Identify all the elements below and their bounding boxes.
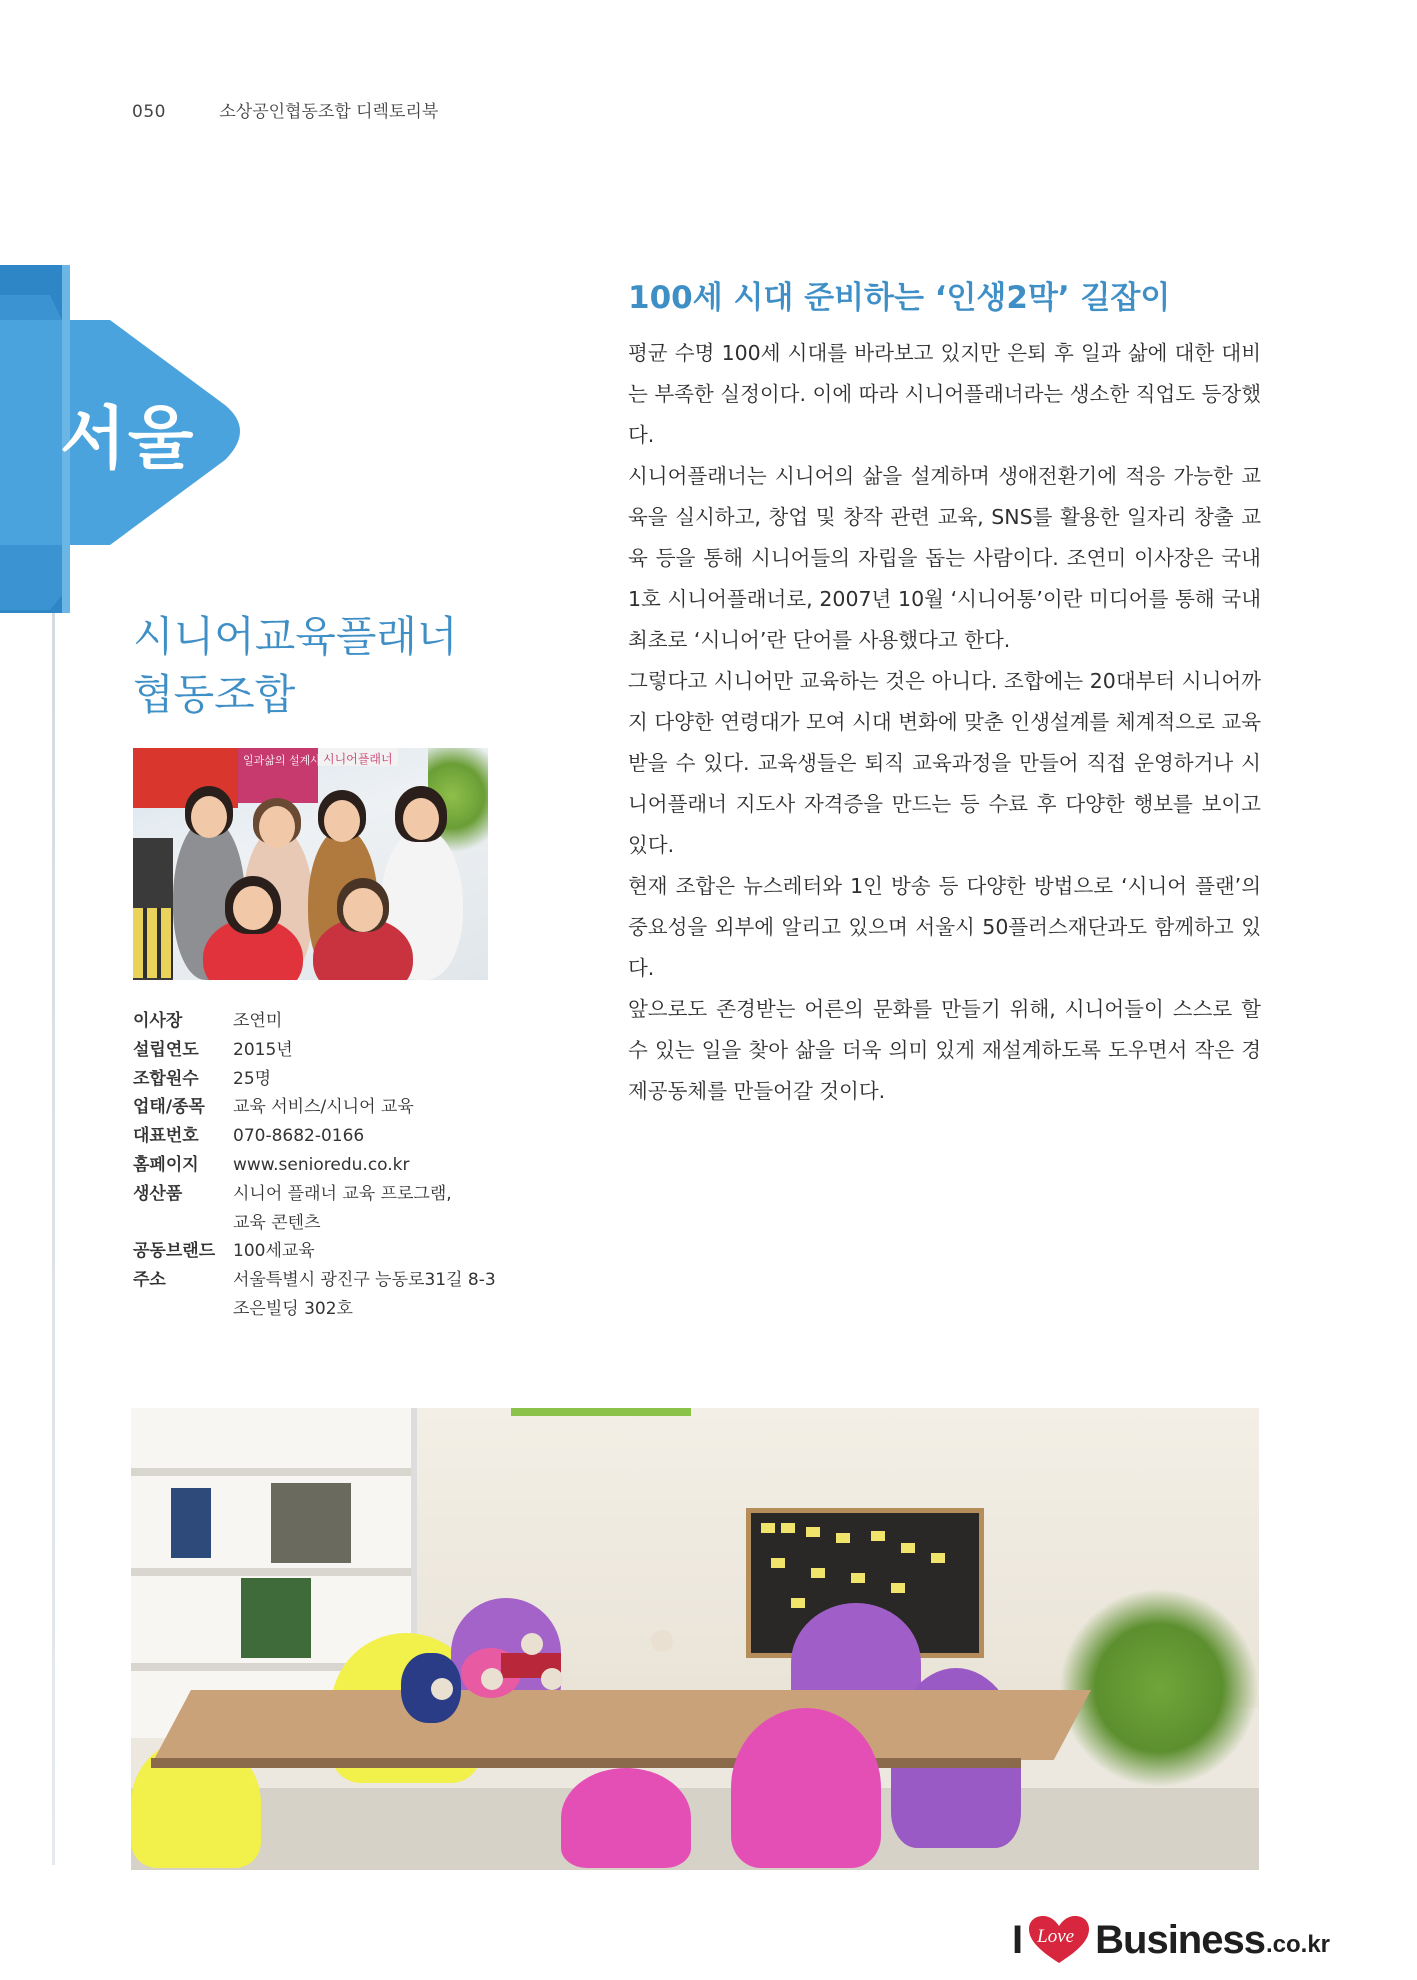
teacup <box>431 1678 453 1700</box>
office-table <box>154 1690 1091 1760</box>
board-note <box>891 1583 905 1593</box>
info-label: 생산품 <box>133 1183 183 1204</box>
board-note <box>836 1533 850 1543</box>
board-note <box>771 1558 785 1568</box>
info-row <box>133 1237 533 1266</box>
shelf-frame <box>171 1488 211 1558</box>
cooperative-info-list <box>133 1007 533 1324</box>
info-label: 설립연도 <box>133 1039 199 1060</box>
info-label: 공동브랜드 <box>133 1241 216 1262</box>
page-number: 050 <box>132 102 166 122</box>
logo-domain: .co.kr <box>1265 1931 1331 1958</box>
teacup <box>541 1668 563 1690</box>
pink-chair <box>731 1708 881 1868</box>
cooperative-name-line1: 시니어교육플래너 <box>133 612 458 661</box>
publication-title: 소상공인협동조합 디렉토리북 <box>219 102 439 122</box>
info-value: 070-8682-0166 <box>233 1126 365 1147</box>
logo-business: Business <box>1095 1917 1265 1962</box>
board-note <box>851 1573 865 1583</box>
info-row <box>133 1122 533 1151</box>
article-paragraph: 시니어플래너는 시니어의 삶을 설계하며 생애전환기에 적응 가능한 교육을 실시하고, 창업 및 창작 관련 교육, SNS를 활용한 일자리 창출 교육 등을 통해 시니어들의 자립을 돕는 사람이다. 조연미 이사장은 국내 1호 시니어플래너로, 2007년 10월 ‘시니어통’이란 미디어를 통해 국내 최초로 ‘시니어’란 단어를 사용했다고 한다. <box>628 464 1261 652</box>
board-note <box>931 1553 945 1563</box>
shelf-board <box>131 1568 411 1576</box>
info-row <box>133 1295 533 1324</box>
shelf-frame-2 <box>241 1578 311 1658</box>
info-label: 홈페이지 <box>133 1154 199 1175</box>
article-paragraph: 앞으로도 존경받는 어른의 문화를 만들기 위해, 시니어들이 스스로 할 수 있는 일을 찾아 삶을 더욱 의미 있게 재설계하도록 도우면서 작은 경제공동체를 만들어갈 것이다. <box>628 997 1261 1103</box>
info-value: 100세교육 <box>233 1241 315 1262</box>
person-1-face <box>191 796 227 838</box>
i-love-business-logo <box>1012 1915 1330 1965</box>
person-3-face <box>324 800 360 842</box>
office-top-strip <box>511 1408 691 1416</box>
article-paragraph: 현재 조합은 뉴스레터와 1인 방송 등 다양한 방법으로 ‘시니어 플랜’의 중요성을 외부에 알리고 있으며 서울시 50플러스재단과도 함께하고 있다. <box>628 874 1261 980</box>
photo-banner-text-1: 일과삶의 설계사 <box>243 754 321 767</box>
office-plant <box>1059 1588 1259 1788</box>
article-paragraph: 평균 수명 100세 시대를 바라보고 있지만 은퇴 후 일과 삶에 대한 대비는 부족한 실정이다. 이에 따라 시니어플래너라는 생소한 직업도 등장했다. <box>628 341 1261 447</box>
board-note <box>811 1568 825 1578</box>
office-table-edge <box>151 1758 1021 1768</box>
board-note <box>791 1598 805 1608</box>
info-row <box>133 1180 533 1209</box>
teacup <box>481 1668 503 1690</box>
info-value: 교육 서비스/시니어 교육 <box>233 1097 414 1118</box>
office-photo <box>131 1408 1259 1870</box>
info-label: 조합원수 <box>133 1068 199 1089</box>
info-label <box>133 1209 233 1238</box>
info-label: 대표번호 <box>133 1126 199 1147</box>
person-6-face <box>343 888 383 932</box>
cooperative-name-line2: 협동조합 <box>133 670 296 719</box>
info-label: 업태/종목 <box>133 1097 205 1118</box>
info-value: 조연미 <box>233 1011 283 1031</box>
cooperative-name <box>133 608 513 724</box>
board-note <box>761 1523 775 1533</box>
page-header <box>132 97 438 122</box>
info-label: 이사장 <box>133 1011 183 1031</box>
person-5-face <box>233 886 273 930</box>
info-label <box>133 1295 233 1324</box>
info-row <box>133 1007 533 1036</box>
logo-love: Love <box>1037 1926 1075 1947</box>
logo-i: I <box>1012 1917 1024 1962</box>
info-value: www.senioredu.co.kr <box>233 1154 410 1175</box>
info-value: 교육 콘텐츠 <box>233 1212 321 1233</box>
info-row <box>133 1093 533 1122</box>
info-row <box>133 1036 533 1065</box>
info-value: 25명 <box>233 1068 272 1089</box>
board-note <box>871 1531 885 1541</box>
heart-icon <box>1027 1915 1091 1965</box>
info-value: 서울특별시 광진구 능동로31길 8-3 <box>233 1270 496 1291</box>
teacup <box>521 1633 543 1655</box>
board-note <box>781 1523 795 1533</box>
team-photo <box>133 748 488 980</box>
person-2-face <box>259 806 295 848</box>
info-value: 조은빌딩 302호 <box>233 1298 353 1319</box>
info-value: 시니어 플래너 교육 프로그램, <box>233 1183 452 1204</box>
info-label: 주소 <box>133 1270 166 1291</box>
article-paragraph: 그렇다고 시니어만 교육하는 것은 아니다. 조합에는 20대부터 시니어까지 다양한 연령대가 모여 시대 변화에 맞춘 인생설계를 체계적으로 교육받을 수 있다. 교육생들은 퇴직 교육과정을 만들어 직접 운영하거나 시니어플래너 지도사 자격증을 만드는 등 수료 후 다양한 행보를 보이고 있다. <box>628 669 1261 857</box>
pink-chair <box>561 1768 691 1868</box>
info-row <box>133 1151 533 1180</box>
info-row <box>133 1065 533 1094</box>
board-note <box>806 1527 820 1537</box>
info-value: 2015년 <box>233 1039 293 1060</box>
article-body <box>628 333 1261 1112</box>
shelf-books <box>271 1483 351 1563</box>
photo-banner-text-2: 시니어플래너 <box>323 752 393 766</box>
teacup <box>651 1630 673 1652</box>
photo-sticky-notes <box>133 908 173 978</box>
board-note <box>901 1543 915 1553</box>
office-floor <box>131 1788 1259 1870</box>
person-4-face <box>403 798 439 840</box>
info-row <box>133 1209 533 1238</box>
shelf-board <box>131 1468 411 1476</box>
region-label: 서울 <box>60 400 196 479</box>
info-row <box>133 1266 533 1295</box>
article-title: 100세 시대 준비하는 ‘인생2막’ 길잡이 <box>628 280 1171 316</box>
